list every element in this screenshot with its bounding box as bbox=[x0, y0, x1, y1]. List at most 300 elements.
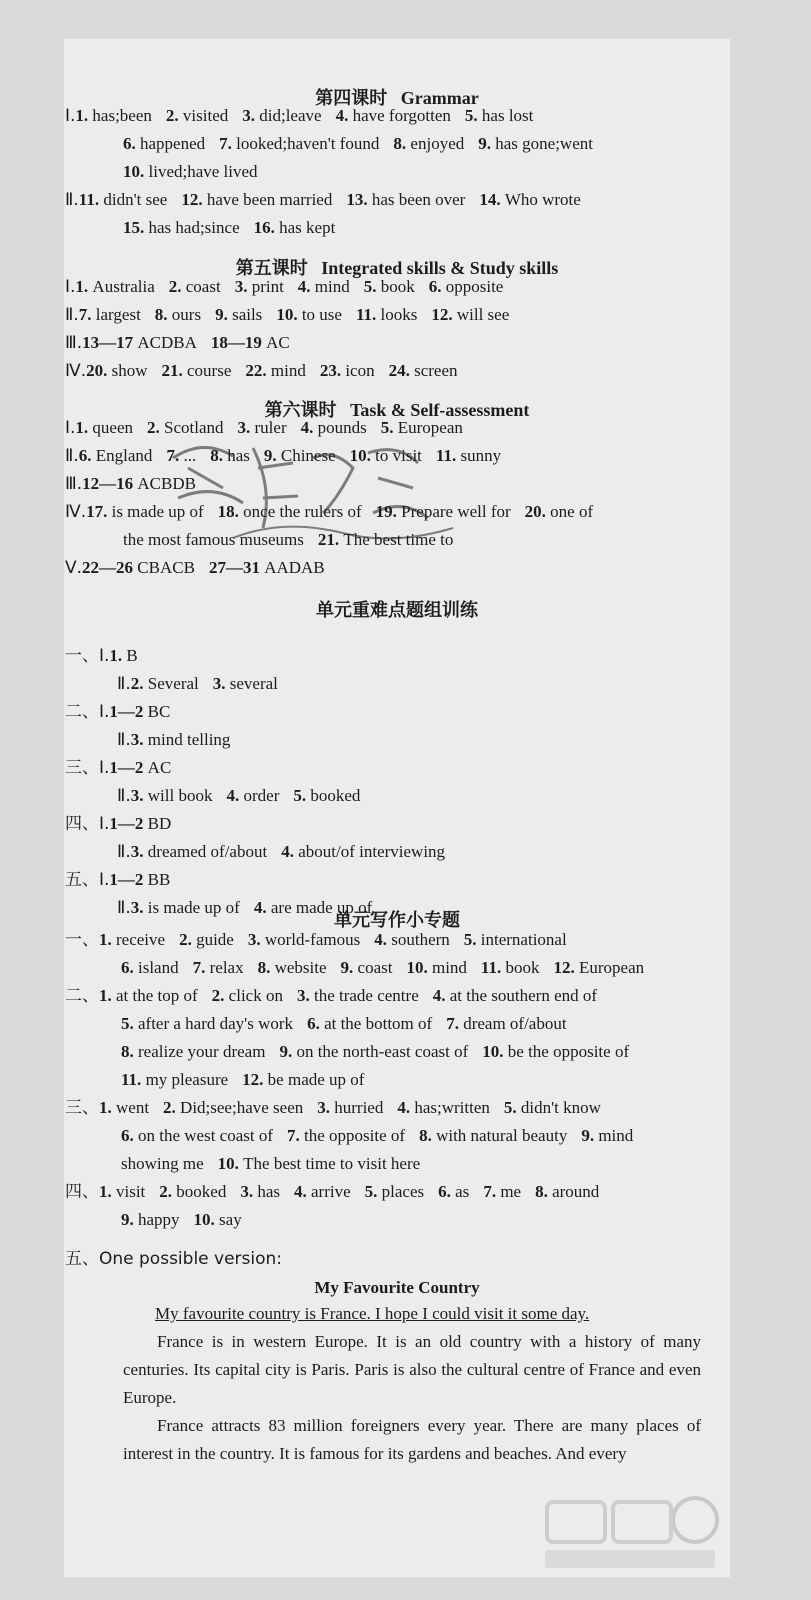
item-answer: print bbox=[251, 277, 284, 296]
question-marker: 二、Ⅰ. bbox=[65, 702, 110, 722]
item-answer: has;written bbox=[414, 1098, 490, 1117]
answer-line bbox=[65, 930, 731, 950]
answer-item bbox=[99, 930, 165, 949]
item-answer: European bbox=[578, 958, 645, 977]
answer-item bbox=[99, 1182, 145, 1201]
answer-item bbox=[219, 134, 379, 153]
item-number: 10. bbox=[406, 958, 432, 977]
item-answer: has bbox=[257, 1182, 281, 1201]
item-number: 10. bbox=[193, 1210, 220, 1229]
item-answer: Chinese bbox=[280, 446, 336, 465]
item-answer: has gone;went bbox=[495, 134, 593, 153]
item-number: 5. bbox=[121, 1014, 138, 1033]
answer-item bbox=[179, 930, 234, 949]
answer-item bbox=[235, 277, 284, 296]
answer-item bbox=[419, 1126, 567, 1145]
item-number: 10. bbox=[123, 162, 149, 181]
item-number: 5. bbox=[464, 106, 482, 125]
item-answer: Who wrote bbox=[504, 190, 581, 209]
answer-item bbox=[242, 106, 321, 125]
item-number: 5. bbox=[293, 786, 311, 805]
answer-line bbox=[65, 333, 731, 353]
item-answer: looked;haven't found bbox=[236, 134, 380, 153]
answer-item bbox=[553, 958, 644, 977]
item-number: 2. bbox=[130, 674, 148, 693]
model-essay-intro: 五、One possible version: bbox=[65, 1249, 283, 1269]
item-answer: has bbox=[227, 446, 250, 465]
question-marker: Ⅳ. bbox=[65, 502, 87, 522]
item-answer: opposite bbox=[445, 277, 504, 296]
answer-item bbox=[181, 190, 332, 209]
answer-item bbox=[131, 786, 213, 805]
answer-item bbox=[109, 758, 171, 777]
answer-item bbox=[194, 1210, 242, 1229]
item-answer: is made up of bbox=[111, 502, 204, 521]
item-answer: queen bbox=[92, 418, 134, 437]
answer-item bbox=[82, 333, 197, 352]
item-answer: realize your dream bbox=[138, 1042, 266, 1061]
answer-line bbox=[65, 277, 731, 297]
item-answer: mind bbox=[314, 277, 350, 296]
question-marker: Ⅰ. bbox=[65, 106, 76, 126]
answer-item bbox=[79, 190, 168, 209]
answer-item bbox=[281, 842, 445, 861]
item-answer: BC bbox=[147, 702, 171, 721]
answer-item bbox=[264, 446, 336, 465]
item-answer: at the bottom of bbox=[324, 1014, 433, 1033]
item-number: 3. bbox=[212, 674, 230, 693]
item-number: 9. bbox=[121, 1210, 138, 1229]
item-answer: have been married bbox=[206, 190, 333, 209]
answer-item bbox=[121, 1070, 228, 1089]
answer-item bbox=[364, 277, 415, 296]
item-answer: showing me bbox=[121, 1154, 204, 1173]
item-number: 21. bbox=[317, 530, 344, 549]
answer-item bbox=[121, 1014, 293, 1033]
item-number: 4. bbox=[335, 106, 353, 125]
question-marker: Ⅱ. bbox=[65, 305, 79, 325]
answer-item bbox=[226, 786, 279, 805]
item-number: 3. bbox=[130, 842, 148, 861]
answer-item bbox=[211, 333, 290, 352]
answer-item bbox=[482, 1042, 629, 1061]
item-answer: book bbox=[380, 277, 415, 296]
item-number: 7. bbox=[219, 134, 237, 153]
answer-item bbox=[301, 418, 367, 437]
item-answer: book bbox=[505, 958, 540, 977]
item-number: 13. bbox=[346, 190, 372, 209]
answer-item bbox=[109, 646, 137, 665]
item-answer: The best time to visit here bbox=[243, 1154, 421, 1173]
answer-item bbox=[374, 930, 450, 949]
answer-item bbox=[193, 958, 244, 977]
item-answer: visit bbox=[116, 1182, 146, 1201]
answer-item bbox=[212, 986, 283, 1005]
item-answer: the opposite of bbox=[304, 1126, 406, 1145]
answer-line bbox=[117, 730, 731, 750]
item-number: 3. bbox=[130, 898, 148, 917]
answer-item bbox=[478, 134, 593, 153]
answer-item bbox=[248, 930, 360, 949]
item-answer: will book bbox=[147, 786, 213, 805]
question-marker: 五、Ⅰ. bbox=[65, 870, 110, 890]
item-answer: didn't know bbox=[520, 1098, 601, 1117]
answer-item bbox=[82, 474, 196, 493]
answer-item bbox=[99, 986, 198, 1005]
answer-item bbox=[297, 986, 419, 1005]
item-answer: CBACB bbox=[137, 558, 195, 577]
item-number: 1. bbox=[99, 1098, 116, 1117]
item-answer: the most famous museums bbox=[123, 530, 304, 549]
mxqe-watermark-logo bbox=[535, 1492, 725, 1572]
question-marker: Ⅲ. bbox=[65, 333, 83, 353]
question-marker: Ⅱ. bbox=[117, 898, 131, 918]
answer-item bbox=[75, 277, 154, 296]
item-number: 8. bbox=[154, 305, 172, 324]
item-answer: icon bbox=[345, 361, 375, 380]
item-number: 7. bbox=[78, 305, 96, 324]
answer-line bbox=[65, 646, 731, 666]
item-answer: has kept bbox=[279, 218, 336, 237]
item-answer: did;leave bbox=[259, 106, 322, 125]
item-answer: mind telling bbox=[147, 730, 231, 749]
item-number: 9. bbox=[279, 1042, 297, 1061]
item-number: 4. bbox=[281, 842, 299, 861]
answer-line bbox=[65, 1098, 731, 1118]
answer-line bbox=[65, 418, 731, 438]
item-number: 5. bbox=[380, 418, 398, 437]
item-answer: dreamed of/about bbox=[147, 842, 268, 861]
lesson6-heading: 第六课时 Task & Self-assessment bbox=[264, 400, 530, 421]
question-marker: Ⅳ. bbox=[65, 361, 87, 381]
item-answer: dream of/about bbox=[463, 1014, 567, 1033]
item-answer: on the west coast of bbox=[138, 1126, 274, 1145]
item-answer: relax bbox=[209, 958, 244, 977]
item-number: 9. bbox=[215, 305, 233, 324]
answer-line bbox=[65, 558, 731, 578]
question-marker: 三、Ⅰ. bbox=[65, 758, 110, 778]
item-number: 2. bbox=[159, 1182, 177, 1201]
item-number: 4. bbox=[294, 1182, 312, 1201]
item-number: 22—26 bbox=[82, 558, 138, 577]
question-marker: Ⅱ. bbox=[117, 730, 131, 750]
item-number: 7. bbox=[192, 958, 210, 977]
item-answer: has had;since bbox=[148, 218, 240, 237]
answer-item bbox=[121, 1126, 273, 1145]
question-marker: Ⅲ. bbox=[65, 474, 83, 494]
answer-line bbox=[121, 958, 731, 978]
item-answer: has;been bbox=[92, 106, 152, 125]
item-number: 21. bbox=[161, 361, 187, 380]
item-number: 5. bbox=[463, 930, 481, 949]
answer-line bbox=[65, 702, 731, 722]
item-number: 27—31 bbox=[208, 558, 265, 577]
answer-item bbox=[82, 558, 195, 577]
question-marker: Ⅱ. bbox=[117, 842, 131, 862]
item-number: 9. bbox=[581, 1126, 599, 1145]
item-answer: pounds bbox=[317, 418, 367, 437]
item-number: 10. bbox=[276, 305, 302, 324]
item-number: 8. bbox=[257, 958, 275, 977]
item-answer: ACBDB bbox=[137, 474, 196, 493]
item-number: 1—2 bbox=[109, 814, 148, 833]
answer-item bbox=[479, 190, 581, 209]
answer-item bbox=[320, 361, 375, 380]
answer-item bbox=[317, 1098, 383, 1117]
answer-item bbox=[346, 190, 465, 209]
answer-item bbox=[159, 1182, 226, 1201]
answer-line bbox=[65, 502, 731, 522]
item-number: 2. bbox=[211, 986, 229, 1005]
answer-item bbox=[121, 958, 179, 977]
item-answer: international bbox=[480, 930, 567, 949]
answer-item bbox=[341, 958, 393, 977]
item-answer: about/of interviewing bbox=[298, 842, 446, 861]
answer-item bbox=[121, 1042, 265, 1061]
answer-item bbox=[535, 1182, 599, 1201]
answer-item bbox=[209, 558, 325, 577]
item-answer: world-famous bbox=[264, 930, 361, 949]
answer-item bbox=[169, 277, 221, 296]
item-number: 24. bbox=[388, 361, 415, 380]
answer-item bbox=[393, 134, 464, 153]
item-answer: didn't see bbox=[103, 190, 168, 209]
answer-item bbox=[131, 730, 231, 749]
item-number: 17. bbox=[86, 502, 112, 521]
item-number: 5. bbox=[363, 277, 381, 296]
answer-line bbox=[123, 530, 731, 550]
answer-line bbox=[65, 305, 731, 325]
item-number: 10. bbox=[217, 1154, 244, 1173]
item-answer: island bbox=[138, 958, 179, 977]
essay-paragraph-3: France attracts 83 million foreigners every year. There are many places of interest in the country. It is famous for its gardens and beaches. And every bbox=[123, 1416, 701, 1463]
question-marker: Ⅴ. bbox=[65, 558, 83, 578]
answer-item bbox=[336, 106, 451, 125]
item-answer: sails bbox=[232, 305, 263, 324]
answer-item bbox=[376, 502, 511, 521]
answer-line bbox=[121, 1210, 731, 1230]
item-answer: to use bbox=[301, 305, 342, 324]
item-answer: Australia bbox=[92, 277, 155, 296]
item-answer: hurried bbox=[334, 1098, 384, 1117]
answer-item bbox=[75, 106, 151, 125]
item-number: 4. bbox=[226, 786, 244, 805]
answer-line bbox=[65, 758, 731, 778]
answer-line bbox=[117, 842, 731, 862]
answer-item bbox=[287, 1126, 405, 1145]
answer-line bbox=[123, 134, 731, 154]
answer-item bbox=[213, 674, 278, 693]
question-marker: Ⅱ. bbox=[65, 190, 79, 210]
item-number: 6. bbox=[121, 958, 138, 977]
item-number: 8. bbox=[210, 446, 228, 465]
item-answer: arrive bbox=[311, 1182, 351, 1201]
question-marker: Ⅰ. bbox=[65, 418, 76, 438]
item-number: 6. bbox=[78, 446, 96, 465]
item-answer: is made up of bbox=[147, 898, 240, 917]
answer-item bbox=[123, 218, 240, 237]
item-answer: England bbox=[95, 446, 153, 465]
item-number: 23. bbox=[319, 361, 346, 380]
answer-line bbox=[65, 870, 731, 890]
item-answer: receive bbox=[116, 930, 166, 949]
answer-item bbox=[438, 1182, 469, 1201]
item-number: 1. bbox=[109, 646, 127, 665]
item-answer: ours bbox=[171, 305, 202, 324]
item-number: 7. bbox=[483, 1182, 501, 1201]
answer-item bbox=[155, 305, 201, 324]
item-number: 18—19 bbox=[210, 333, 267, 352]
item-answer: B bbox=[126, 646, 138, 665]
item-answer: booked bbox=[310, 786, 361, 805]
item-answer: Scotland bbox=[164, 418, 224, 437]
item-answer: mind bbox=[431, 958, 467, 977]
answer-line bbox=[121, 1154, 731, 1174]
answer-item bbox=[131, 674, 199, 693]
item-answer: went bbox=[116, 1098, 150, 1117]
essay-title: My Favourite Country bbox=[314, 1278, 480, 1297]
item-answer: largest bbox=[95, 305, 141, 324]
answer-item bbox=[162, 361, 232, 380]
item-number: 7. bbox=[446, 1014, 464, 1033]
answer-item bbox=[240, 1182, 280, 1201]
question-marker: 四、 bbox=[65, 1182, 99, 1202]
item-answer: sunny bbox=[460, 446, 502, 465]
item-number: 4. bbox=[297, 277, 315, 296]
item-answer: order bbox=[243, 786, 280, 805]
answer-line bbox=[65, 446, 731, 466]
answer-line bbox=[117, 674, 731, 694]
item-answer: ... bbox=[183, 446, 197, 465]
answer-line bbox=[123, 218, 731, 238]
item-answer: The best time to bbox=[343, 530, 454, 549]
answer-item bbox=[381, 418, 463, 437]
answer-line bbox=[65, 474, 731, 494]
item-number: 7. bbox=[166, 446, 184, 465]
item-answer: are made up of bbox=[270, 898, 373, 917]
item-answer: at the southern end of bbox=[449, 986, 598, 1005]
question-marker: 一、Ⅰ. bbox=[65, 646, 110, 666]
answer-item bbox=[147, 418, 224, 437]
answer-item bbox=[163, 1098, 303, 1117]
answer-line bbox=[65, 1182, 731, 1202]
answer-item bbox=[464, 930, 567, 949]
item-number: 3. bbox=[240, 1182, 258, 1201]
answer-line bbox=[65, 814, 731, 834]
answer-item bbox=[350, 446, 422, 465]
item-answer: one of bbox=[550, 502, 594, 521]
item-number: 20. bbox=[86, 361, 112, 380]
item-number: 11. bbox=[480, 958, 506, 977]
item-answer: mind bbox=[270, 361, 306, 380]
item-number: 8. bbox=[535, 1182, 553, 1201]
item-answer: southern bbox=[391, 930, 450, 949]
item-number: 9. bbox=[340, 958, 358, 977]
item-answer: coast bbox=[185, 277, 221, 296]
item-number: 8. bbox=[393, 134, 411, 153]
item-answer: on the north-east coast of bbox=[296, 1042, 469, 1061]
item-number: 3. bbox=[296, 986, 314, 1005]
answer-item bbox=[465, 106, 533, 125]
answer-item bbox=[242, 1070, 364, 1089]
item-number: 13—17 bbox=[82, 333, 138, 352]
answer-line bbox=[65, 106, 731, 126]
item-number: 2. bbox=[168, 277, 186, 296]
item-number: 12. bbox=[431, 305, 457, 324]
item-number: 11. bbox=[78, 190, 104, 209]
item-number: 1. bbox=[99, 986, 116, 1005]
item-answer: BB bbox=[147, 870, 171, 889]
item-answer: looks bbox=[380, 305, 418, 324]
answer-item bbox=[123, 134, 205, 153]
item-answer: BD bbox=[147, 814, 172, 833]
item-answer: website bbox=[274, 958, 327, 977]
essay-paragraph-1: My favourite country is France. I hope I could visit it some day. bbox=[155, 1304, 590, 1323]
answer-item bbox=[318, 530, 454, 549]
item-number: 9. bbox=[263, 446, 281, 465]
lesson4-heading: 第四课时 Grammar bbox=[315, 88, 479, 109]
item-number: 6. bbox=[121, 1126, 138, 1145]
item-number: 18. bbox=[217, 502, 244, 521]
item-number: 1. bbox=[75, 106, 93, 125]
item-number: 15. bbox=[123, 218, 149, 237]
answer-item bbox=[581, 1126, 633, 1145]
item-number: 12. bbox=[242, 1070, 268, 1089]
item-answer: show bbox=[111, 361, 148, 380]
answer-item bbox=[215, 305, 262, 324]
answer-item bbox=[109, 870, 170, 889]
answer-item bbox=[218, 502, 362, 521]
item-number: 2. bbox=[165, 106, 183, 125]
answer-item bbox=[365, 1182, 424, 1201]
item-number: 10. bbox=[482, 1042, 508, 1061]
item-number: 3. bbox=[317, 1098, 335, 1117]
question-marker: Ⅱ. bbox=[65, 446, 79, 466]
answer-item bbox=[483, 1182, 521, 1201]
item-answer: enjoyed bbox=[410, 134, 465, 153]
item-number: 11. bbox=[355, 305, 381, 324]
answer-line bbox=[123, 162, 731, 182]
item-answer: Did;see;have seen bbox=[180, 1098, 304, 1117]
answer-line bbox=[65, 986, 731, 1006]
item-number: 2. bbox=[179, 930, 197, 949]
question-marker: Ⅱ. bbox=[117, 674, 131, 694]
answer-item bbox=[86, 502, 204, 521]
item-number: 1. bbox=[99, 930, 116, 949]
answer-item bbox=[356, 305, 417, 324]
item-number: 2. bbox=[163, 1098, 181, 1117]
answer-item bbox=[166, 446, 196, 465]
item-answer: European bbox=[397, 418, 463, 437]
item-answer: Several bbox=[147, 674, 199, 693]
answer-line bbox=[121, 1126, 731, 1146]
item-answer: screen bbox=[414, 361, 458, 380]
answer-item bbox=[79, 305, 141, 324]
answer-item bbox=[121, 1154, 204, 1173]
question-marker: 四、Ⅰ. bbox=[65, 814, 110, 834]
item-answer: mind bbox=[598, 1126, 634, 1145]
question-marker: Ⅰ. bbox=[65, 277, 76, 297]
item-number: 1—2 bbox=[109, 870, 148, 889]
item-answer: click on bbox=[228, 986, 283, 1005]
item-number: 6. bbox=[438, 1182, 456, 1201]
answer-item bbox=[446, 1014, 566, 1033]
item-answer: say bbox=[219, 1210, 242, 1229]
answer-item bbox=[406, 958, 466, 977]
answer-line bbox=[121, 1070, 731, 1090]
answer-line bbox=[117, 786, 731, 806]
item-answer: several bbox=[229, 674, 278, 693]
